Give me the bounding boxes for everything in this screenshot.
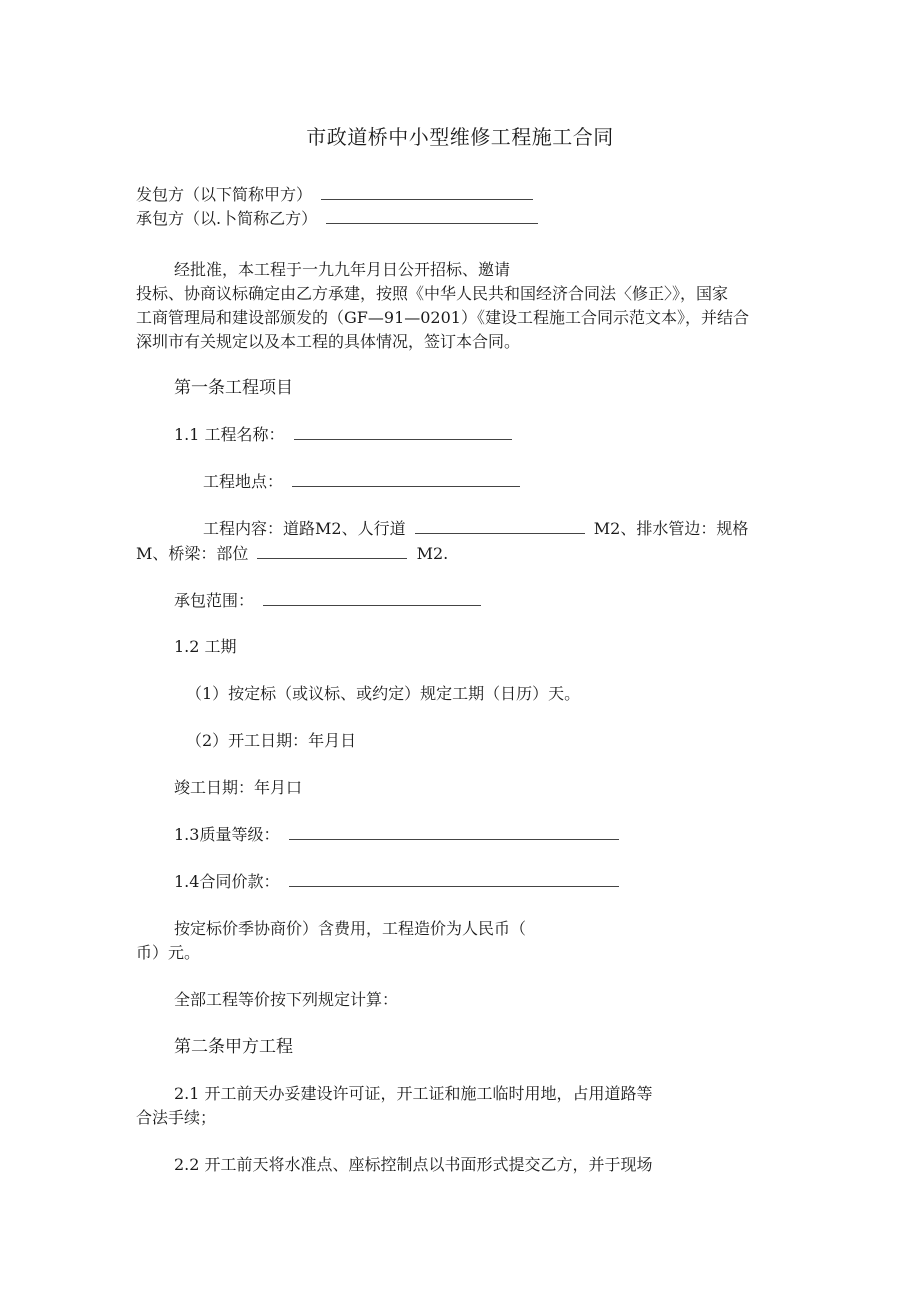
preamble-line-1: 经批准，本工程于一九九年月日公开招标、邀请 <box>174 260 511 279</box>
price-line-1: 按定标价季协商价）含费用，工程造价为人民币（ <box>174 919 527 938</box>
item-2-1-line-1: 2.1 开工前天办妥建设许可证，开工证和施工临时用地，占用道路等 <box>174 1084 653 1103</box>
project-location-row <box>203 471 524 493</box>
quality-grade-blank[interactable] <box>289 825 619 840</box>
preamble-line-2: 投标、协商议标确定由乙方承建，按照《中华人民共和国经济合同法〈修正〉》，国家 <box>136 284 729 303</box>
project-name-blank[interactable] <box>294 425 512 440</box>
quality-grade-row <box>174 824 623 846</box>
contract-price-blank[interactable] <box>289 872 619 887</box>
scope-row <box>174 590 485 612</box>
party-b-row <box>136 208 542 230</box>
sidewalk-area-blank[interactable] <box>415 519 585 534</box>
project-location-label: 工程地点： <box>203 472 284 491</box>
project-location-blank[interactable] <box>292 472 520 487</box>
article-2-heading: 第二条甲方工程 <box>174 1037 293 1057</box>
project-content-text-2: M2、排水管边：规格 <box>593 519 749 538</box>
bridge-part-blank[interactable] <box>257 544 407 559</box>
preamble-line-3: 工商管理局和建设部颁发的（GF—91—0201）《建设工程施工合同示范文本》，并结合 <box>136 308 749 327</box>
article-1-heading: 第一条工程项目 <box>174 378 293 398</box>
contract-price-row <box>174 871 623 893</box>
party-a-blank[interactable] <box>321 185 533 200</box>
item-2-1-line-2: 合法手续； <box>136 1108 217 1127</box>
project-content-row-2 <box>136 543 448 565</box>
preamble-line-4: 深圳市有关规定以及本工程的具体情况，签订本合同。 <box>136 332 521 351</box>
scope-label: 承包范围： <box>174 591 255 610</box>
item-2-2-line-1: 2.2 开工前天将水准点、座标控制点以书面形式提交乙方，并于现场 <box>174 1155 653 1174</box>
project-content-text-1: 工程内容：道路M2、人行道 <box>203 519 406 538</box>
project-content-text-4: M2. <box>416 544 449 563</box>
contract-price-label: 1.4合同价款： <box>174 872 280 891</box>
scope-blank[interactable] <box>263 591 481 606</box>
price-line-2: 币）元。 <box>136 943 201 962</box>
completion-date: 竣工日期：年月口 <box>174 778 303 797</box>
party-a-row <box>136 184 537 206</box>
project-name-label: 1.1 工程名称： <box>174 425 285 444</box>
party-a-label: 发包方（以下简称甲方） <box>136 185 313 204</box>
project-name-row <box>174 424 516 446</box>
document-title: 市政道桥中小型维修工程施工合同 <box>306 125 614 149</box>
duration-item-1: （1）按定标（或议标、或约定）规定工期（日历）天。 <box>186 684 581 703</box>
duration-item-2: （2）开工日期：年月日 <box>186 731 357 750</box>
duration-heading: 1.2 工期 <box>174 637 237 656</box>
calculation-note: 全部工程等价按下列规定计算： <box>174 990 399 1009</box>
project-content-text-3: M、桥梁：部位 <box>136 544 249 563</box>
project-content-row-1 <box>203 518 748 540</box>
party-b-label: 承包方（以.卜简称乙方） <box>136 209 318 228</box>
party-b-blank[interactable] <box>326 209 538 224</box>
quality-grade-label: 1.3质量等级： <box>174 825 280 844</box>
